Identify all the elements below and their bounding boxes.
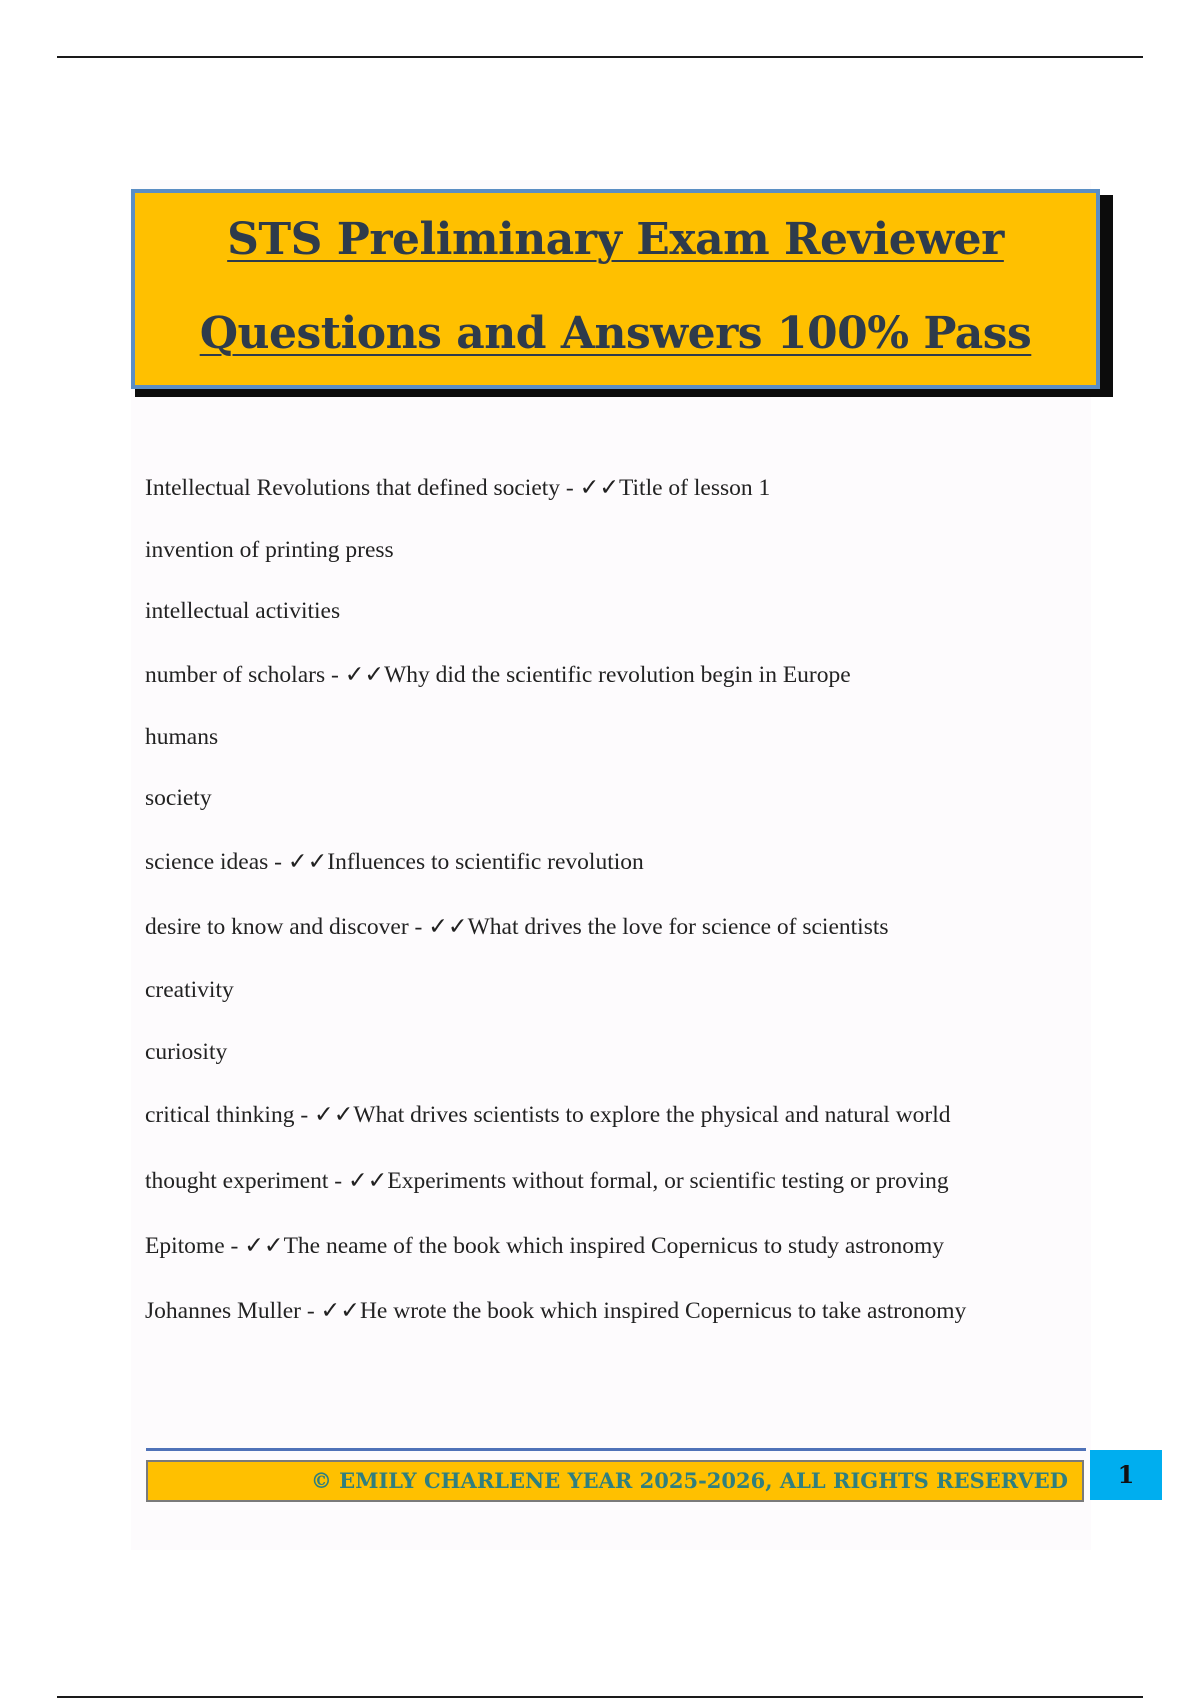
qa-line: Johannes Muller - ✓✓He wrote the book which inspired Copernicus to take astronomy (145, 1298, 967, 1324)
title-line-2: Questions and Answers 100% Pass (199, 308, 1032, 359)
qa-line: critical thinking - ✓✓What drives scientists to explore the physical and natural world (145, 1102, 951, 1128)
title-box (131, 189, 1100, 389)
qa-line: Intellectual Revolutions that defined society - ✓✓Title of lesson 1 (145, 475, 771, 501)
qa-line: intellectual activities (145, 598, 341, 624)
qa-line: society (145, 785, 212, 811)
qa-line: curiosity (145, 1039, 228, 1065)
qa-line: humans (145, 724, 219, 750)
bottom-rule (57, 1696, 1143, 1698)
qa-line: desire to know and discover - ✓✓What drives the love for science of scientists (145, 914, 889, 940)
footer-rule (146, 1448, 1086, 1451)
qa-line: invention of printing press (145, 537, 394, 563)
qa-line: number of scholars - ✓✓Why did the scientific revolution begin in Europe (145, 662, 851, 688)
qa-line: creativity (145, 977, 234, 1003)
footer-copyright: © EMILY CHARLENE YEAR 2025-2026, ALL RIGHTS RESERVED (146, 1460, 1084, 1502)
title-line-1: STS Preliminary Exam Reviewer (227, 214, 1004, 265)
qa-line: Epitome - ✓✓The neame of the book which inspired Copernicus to study astronomy (145, 1233, 945, 1259)
qa-line: science ideas - ✓✓Influences to scientific revolution (145, 849, 644, 875)
top-rule (57, 56, 1143, 58)
page-number: 1 (1090, 1450, 1162, 1500)
qa-line: thought experiment - ✓✓Experiments without formal, or scientific testing or proving (145, 1168, 949, 1194)
